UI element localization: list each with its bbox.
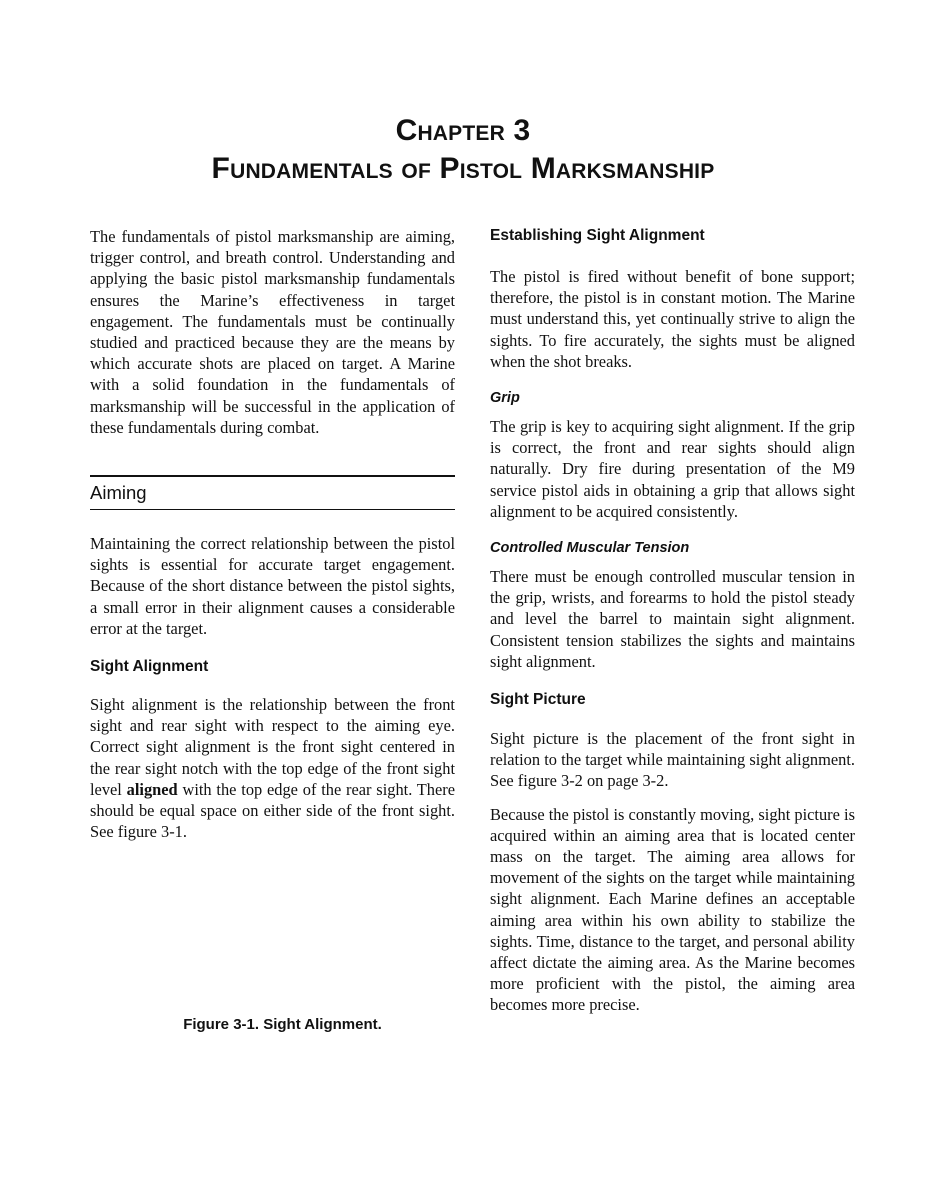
left-column: [90, 226, 455, 842]
grip-heading: Grip: [490, 390, 520, 407]
sight-alignment-text-b: with the top edge of the rear sight. There should be equal space on either side of the front sight. See figure 3-1.: [90, 779, 456, 842]
right-column: [490, 226, 855, 1016]
establishing-heading: Establishing Sight Alignment: [490, 227, 705, 244]
aiming-heading: Aiming: [90, 477, 455, 510]
figure-caption: Figure 3-1. Sight Alignment.: [183, 1016, 382, 1033]
aiming-paragraph: Maintaining the correct relationship between the pistol sights is essential for accurate target engagement. Because of the short distance between the pistol sights, a small error in their alignment causes a considerable error at the target.: [90, 534, 455, 638]
tension-paragraph: There must be enough controlled muscular tension in the grip, wrists, and forearms to hold the pistol steady and level the barrel to maintain sight alignment. Consistent tension stabilizes the sights and maintains sight alignment.: [490, 567, 855, 671]
sight-picture-paragraph: Sight picture is the placement of the front sight in relation to the target while maintaining sight alignment. See figure 3-2 on page 3-2.: [490, 729, 855, 791]
grip-paragraph: The grip is key to acquiring sight alignment. If the grip is correct, the front and rear sights should align naturally. Dry fire during presentation of the M9 service pistol aids in obtaining a grip that allows sight alignment to be acquired consistently.: [490, 417, 855, 521]
chapter-title: [0, 112, 926, 188]
chapter-name: Fundamentals of Pistol Marksmanship: [211, 152, 715, 185]
chapter-number: Chapter 3: [395, 114, 531, 147]
aligned-bold-text: aligned: [126, 779, 178, 799]
establishing-paragraph: The pistol is fired without benefit of bone support; therefore, the pistol is in constant motion. The Marine must understand this, yet continually strive to align the sights. To fire accurately, the sights must be aligned when the shot breaks.: [490, 267, 855, 371]
sight-picture-heading: Sight Picture: [490, 691, 586, 709]
sight-alignment-text-a: Sight alignment is the relationship between the front sight and rear sight with respect to the aiming eye. Correct sight alignment is the front sight centered in the rear sight notch with the top edge of the front sight level: [90, 695, 455, 799]
intro-paragraph: The fundamentals of pistol marksmanship are aiming, trigger control, and breath control. Understanding and applying the basic pistol marksmanship fundamentals ensures the Marine’s effectiveness in target engagement. The fundamentals must be continually studied and practiced because they are the means by which accurate shots are placed on target. A Marine with a solid foundation in the fundamentals of marksmanship will be successful in the application of these fundamentals during combat.: [90, 227, 455, 437]
tension-heading: Controlled Muscular Tension: [490, 540, 690, 557]
aiming-area-paragraph: Because the pistol is constantly moving, sight picture is acquired within an aiming area that is located center mass on the target. The aiming area allows for movement of the sights on the target while maintaining sight alignment. Each Marine defines an acceptable aiming area within his own ability to stabilize the sights. Time, distance to the target, and personal ability affect dictate the aiming area. As the Marine becomes more proficient with the pistol, the aiming area becomes more precise.: [490, 804, 855, 1015]
sight-alignment-heading: Sight Alignment: [90, 658, 209, 676]
sight-alignment-paragraph: [90, 694, 455, 842]
